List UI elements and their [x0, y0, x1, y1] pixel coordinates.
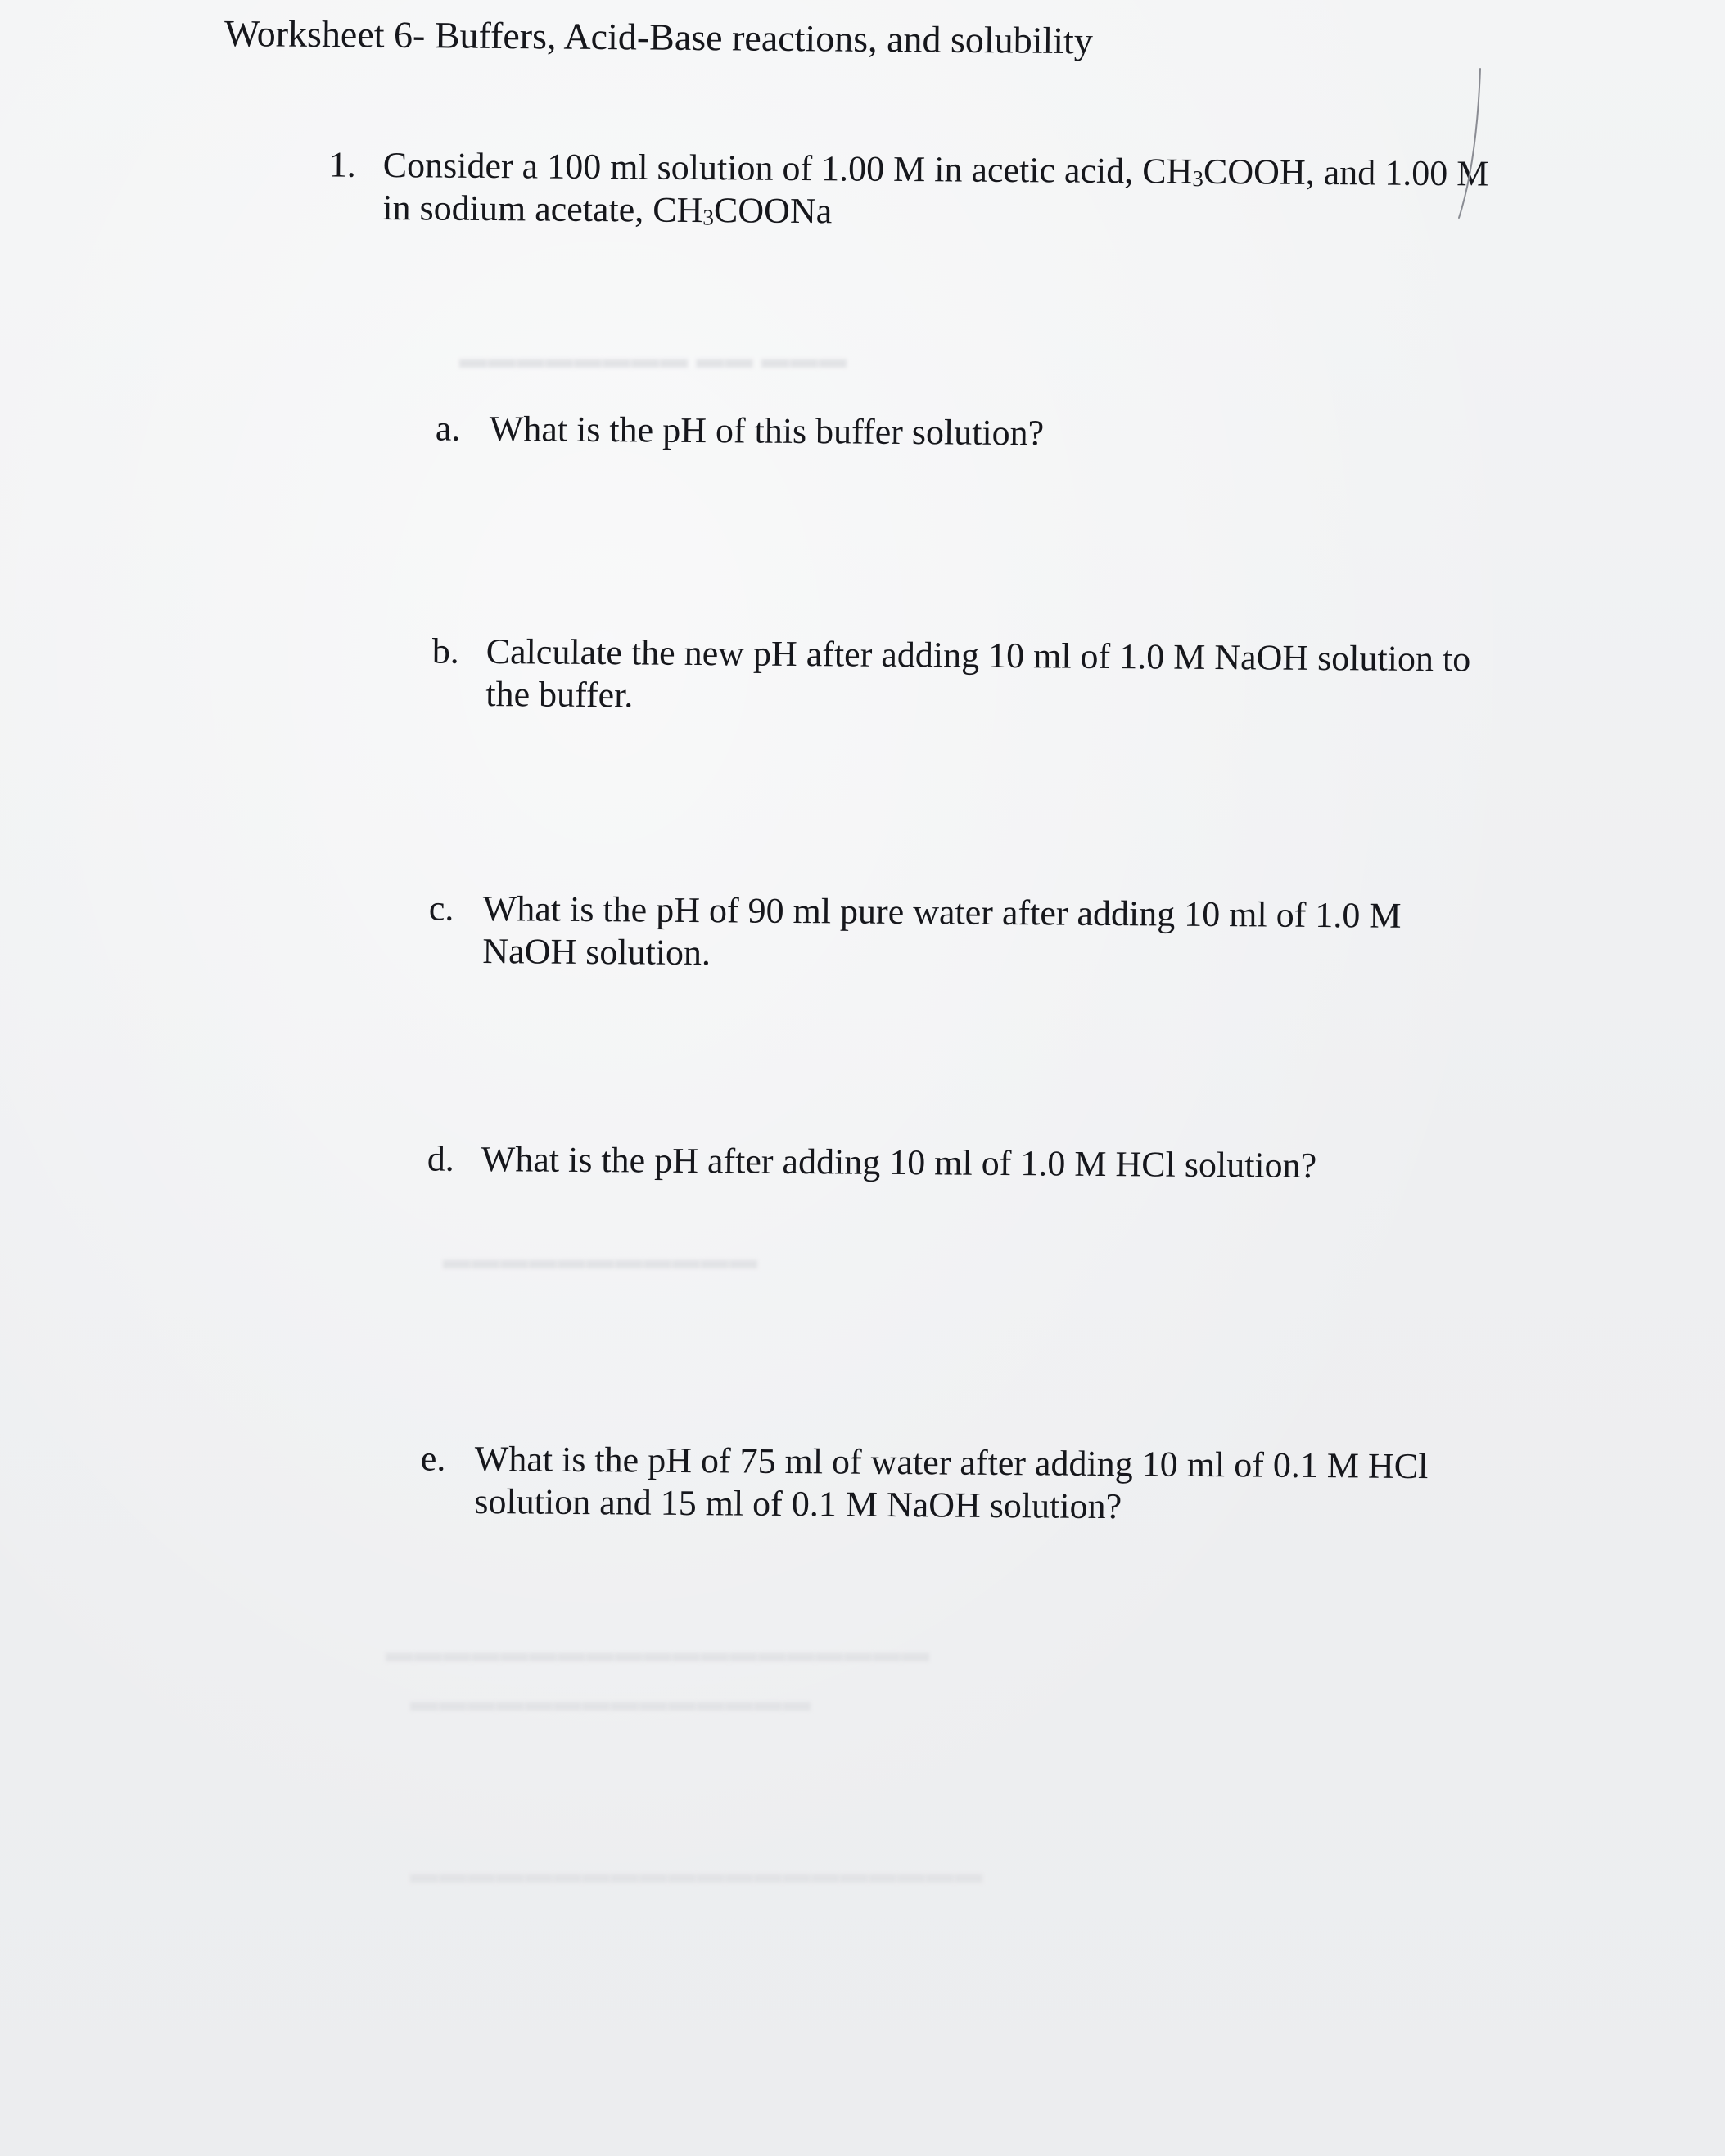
part-letter: d.: [427, 1138, 454, 1179]
part-b: [431, 631, 1501, 724]
part-b-text: Calculate the new pH after adding 10 ml of 1.0 M NaOH solution to the buffer.: [485, 631, 1471, 716]
part-a-text: What is the pH of this buffer solution?: [489, 408, 1045, 454]
bleed-through-text: ▬▬▬▬▬▬▬▬▬▬▬▬▬▬: [409, 1687, 811, 1717]
part-e: [420, 1438, 1539, 1531]
bleed-through-text: ▬▬▬ ▬▬ ▬▬▬▬▬▬▬▬: [458, 344, 847, 374]
part-letter: b.: [431, 631, 459, 671]
pen-stroke-mark: [1441, 66, 1490, 221]
part-a: [435, 408, 1521, 459]
part-letter: a.: [435, 408, 461, 449]
part-c: [428, 888, 1490, 981]
bleed-through-text: ▬▬▬▬▬▬▬▬▬▬▬▬▬▬▬▬▬▬▬▬: [409, 1859, 982, 1889]
part-letter: c.: [428, 888, 454, 929]
part-d-text: What is the pH after adding 10 ml of 1.0 M HCl solution?: [481, 1139, 1317, 1186]
worksheet-title: Worksheet 6- Buffers, Acid-Base reactions, and solubility: [224, 12, 1094, 62]
bleed-through-text: ▬▬▬▬▬▬▬▬▬▬▬▬▬▬▬▬▬▬▬: [385, 1638, 929, 1668]
question-number: 1.: [328, 144, 356, 185]
question-1-text: Consider a 100 ml solution of 1.00 M in acetic acid, $CH_3COOH$, and 1.00 M in sodium acetate, $CH_3COONa$: [382, 144, 1489, 232]
part-d: [427, 1138, 1513, 1189]
part-c-text: What is the pH of 90 ml pure water after adding 10 ml of 1.0 M NaOH solution.: [482, 888, 1402, 974]
question-1: [328, 144, 1513, 238]
part-e-text: What is the pH of 75 ml of water after adding 10 ml of 0.1 M HCl solution and 15 ml of 0.1 M NaOH solution?: [474, 1439, 1429, 1527]
part-letter: e.: [420, 1438, 446, 1479]
bleed-through-text: ▬▬▬▬▬▬▬▬▬▬▬: [442, 1245, 757, 1275]
